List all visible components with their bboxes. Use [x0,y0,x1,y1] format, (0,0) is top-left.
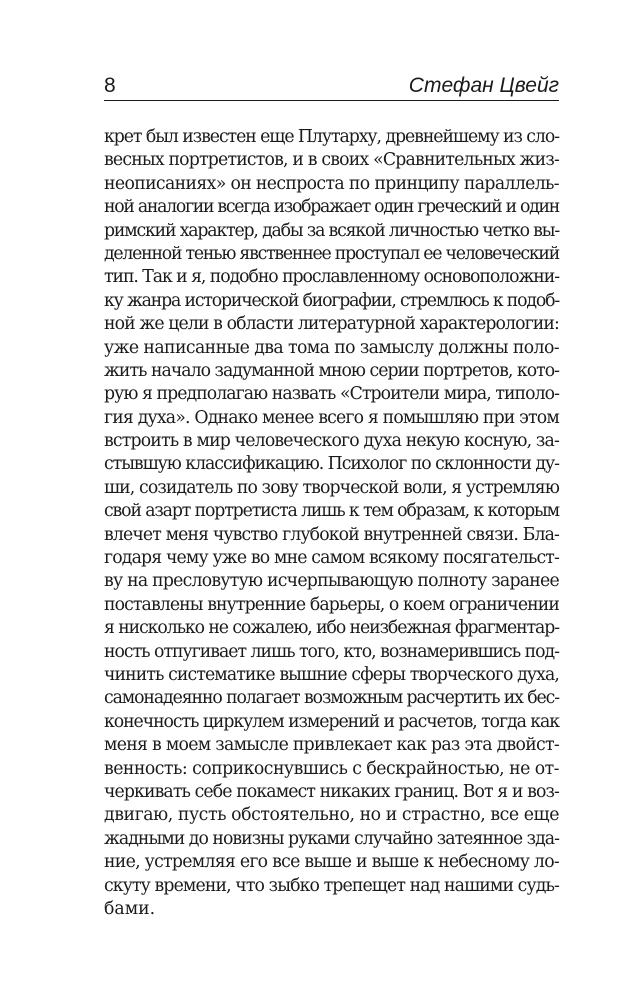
text-line: уже написанные два тома по замыслу должны поло- [104,337,559,358]
text-line: двигаю, пусть обстоятельно, но и страстно, все еще [104,805,559,826]
text-line: венность: соприкоснувшись с бескрайностью, не от- [104,758,559,779]
text-line: рую я предполагаю назвать «Строители мира, типоло- [104,384,559,405]
running-title: Стефан Цвейг [408,74,559,97]
text-line: черкивать себе покамест никаких границ. Вот я и воз- [104,781,559,802]
text-line: гия духа». Однако менее всего я помышляю при этом [104,407,559,428]
text-line: конечность циркулем измерений и расчетов, тогда как [104,711,559,732]
text-line: ной аналогии всегда изображает один греческий и один [104,197,559,218]
text-line: меня в моем замысле привлекает как раз эта двойст- [104,735,559,756]
page-number: 8 [104,74,116,97]
text-line: встроить в мир человеческого духа некую косную, за- [104,431,559,452]
text-line: жить начало задуманной мною серии портретов, кото- [104,360,559,381]
text-line: свой азарт портретиста лишь к тем образам, к которым [104,501,559,522]
text-line: я нисколько не сожалею, ибо неизбежная фрагментар- [104,618,559,639]
text-line: чинить систематике вышние сферы творческого духа, [104,664,559,685]
text-line: стывшую классификацию. Психолог по склонности ду- [104,454,559,475]
text-line: скуту времени, что зыбко трепещет над нашими судь- [104,875,559,896]
text-line: влечет меня чувство глубокой внутренней связи. Бла- [104,524,559,545]
text-line: ку жанра исторической биографии, стремлюсь к подоб- [104,290,559,311]
text-line: бами. [104,898,156,919]
text-line: самонадеянно полагает возможным расчертить их бес- [104,688,559,709]
body-text [104,126,559,921]
text-line: римский характер, дабы за всякой личностью четко вы- [104,220,559,241]
text-line: тип. Так и я, подобно прославленному основоположни- [104,267,559,288]
text-line: ной же цели в области литературной характерологии: [104,314,559,335]
text-line: крет был известен еще Плутарху, древнейшему из сло- [104,127,559,147]
text-line: деленной тенью явственнее проступал ее человеческий [104,243,559,264]
text-line: ши, созидатель по зову творческой воли, я устремляю [104,477,559,498]
text-line: весных портретистов, и в своих «Сравнительных жиз- [104,150,559,171]
text-line: поставлены внутренние барьеры, о коем ограничении [104,594,559,615]
text-line: ние, устремляя его все выше и выше к небесному ло- [104,852,559,873]
text-line: жадными до новизны руками случайно затеянное зда- [104,828,559,849]
text-line: ву на пресловутую исчерпывающую полноту заранее [104,571,559,592]
text-line: неописаниях» он неспроста по принципу параллель- [104,173,559,194]
text-line: ность отпугивает лишь того, кто, вознамерившись под- [104,641,559,662]
running-header [104,70,559,101]
text-line: годаря чему уже во мне самом всякому посягательст- [104,548,559,569]
